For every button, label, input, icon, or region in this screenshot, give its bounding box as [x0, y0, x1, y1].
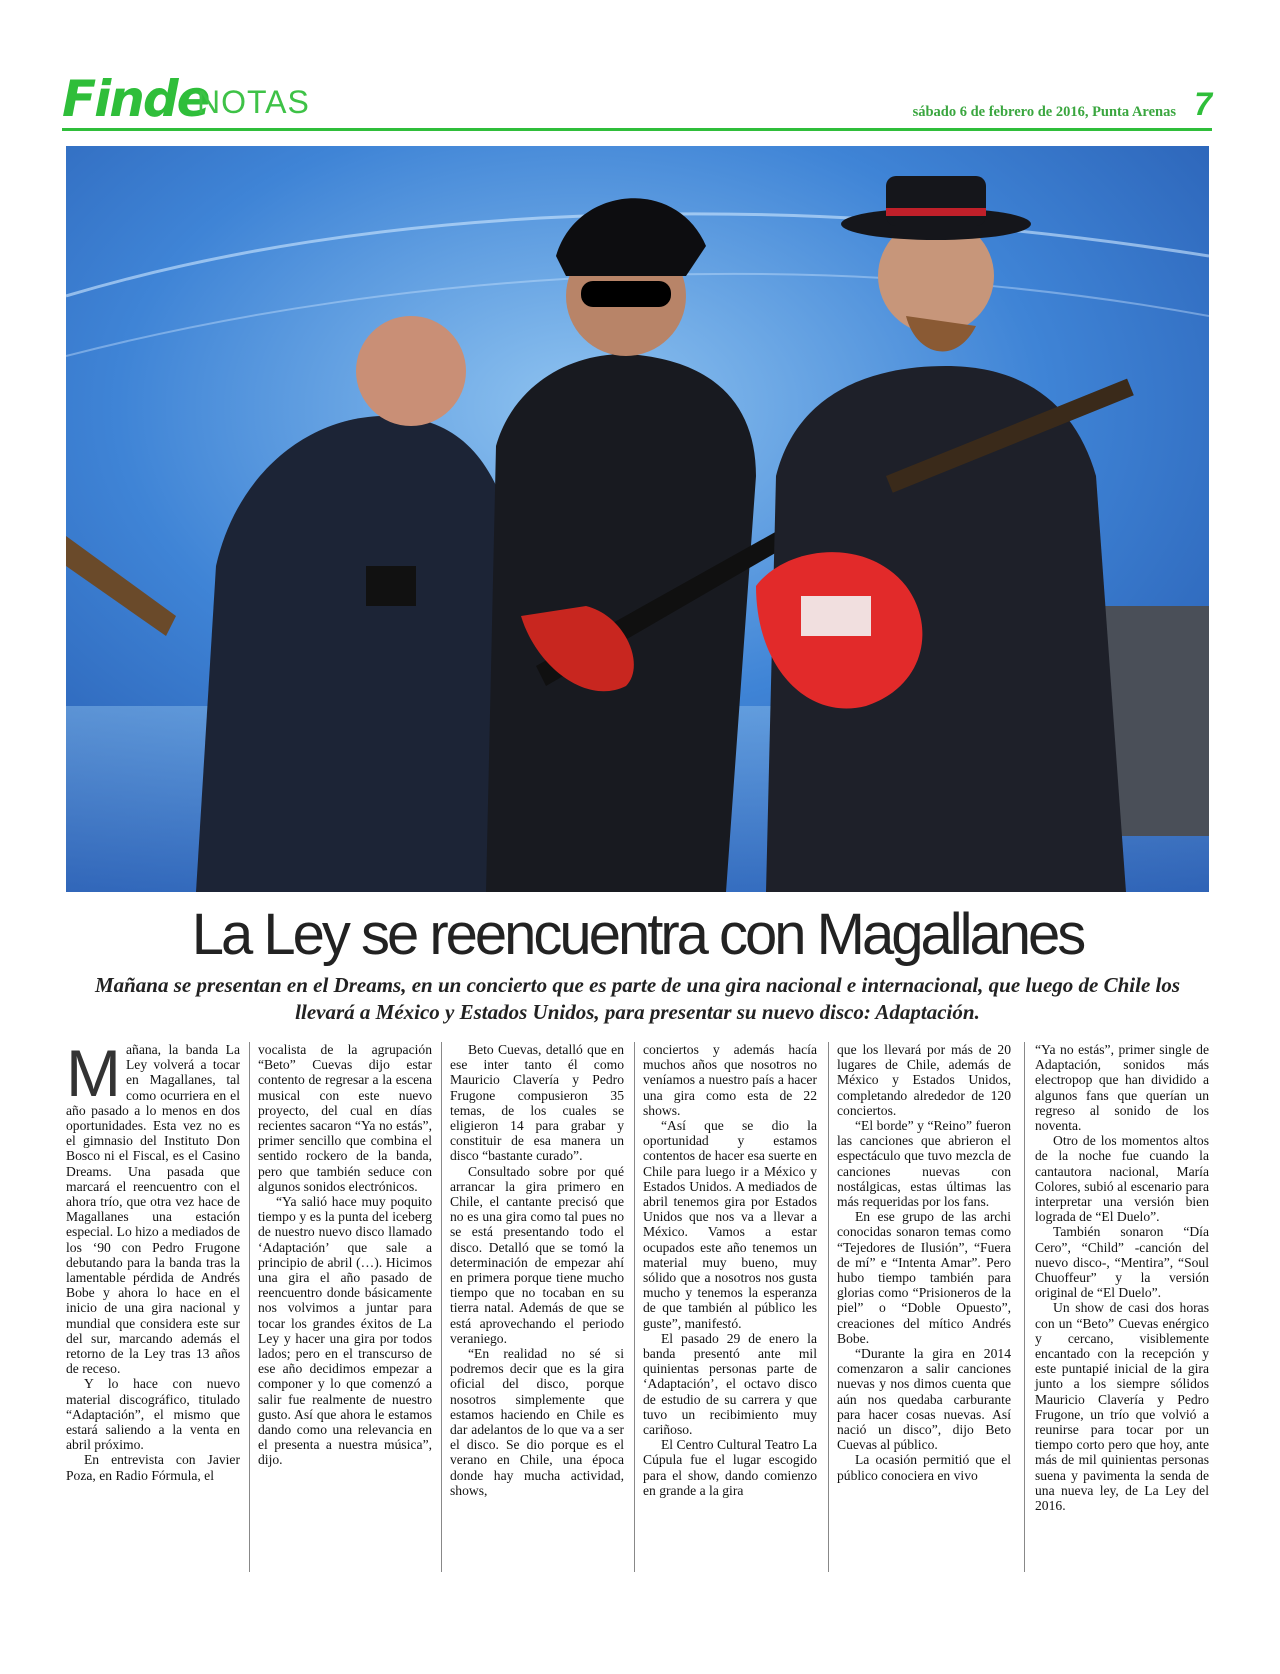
column-divider [249, 1042, 250, 1572]
deck: Mañana se presentan en el Dreams, en un concierto que es parte de una gira nacional e internacional, que luego de Chile los llevará a México y Estados Unidos, para presentar su nuevo disco: Adaptación. [94, 973, 1181, 1024]
paragraph: que los llevará por más de 20 lugares de Chile, además de México y Estados Unidos, completando alrededor de 120 conciertos. [837, 1042, 1011, 1118]
drop-cap: M [66, 1036, 121, 1110]
page-number: 7 [1194, 86, 1212, 122]
header-rule [62, 128, 1212, 131]
column-divider [634, 1042, 635, 1572]
article-column-5 [837, 1042, 1011, 1483]
brand-logo: Finde [62, 70, 209, 128]
paragraph: En ese grupo de las archi conocidas sonaron temas como “Tejedores de Ilusión”, “Fuera de mí” e “Intenta Amar”. Pero hubo tiempo también para glorias como “Prisioneros de la piel” o “Doble Opuesto”, creaciones del mítico Andrés Bobe. [837, 1209, 1011, 1346]
paragraph: Consultado sobre por qué arrancar la gira primero en Chile, el cantante precisó que no es una gira como tal pues no se está presentando todo el disco. Detalló que se tomó la determinación de empezar ahí en primera porque tiene mucho tiempo que no tocaban en su tierra natal. Además de que se está aprovechando el periodo veraniego. [450, 1163, 624, 1346]
paragraph: Beto Cuevas, detalló que en ese inter tanto él como Mauricio Clavería y Pedro Frugone compusieron 35 temas, de los cuales se eligieron 14 para grabar y constituir de esa manera un disco “bastante curado”. [450, 1042, 624, 1164]
article-column-4 [643, 1042, 817, 1498]
concert-photo-illustration [66, 146, 1209, 892]
paragraph: “Así que se dio la oportunidad y estamos contentos de hacer esa suerte en Chile para luego ir a México y Estados Unidos. A mediados de abril tenemos gira por Estados Unidos que nos va a llevar a México. Vamos a estar ocupados este año tenemos un material muy bueno, muy sólido que a nosotros nos gusta mucho y tenemos la esperanza de que también al público les guste”, manifestó. [643, 1118, 817, 1331]
paragraph: “Durante la gira en 2014 comenzaron a salir canciones nuevas y nos dimos cuenta que aún nos quedaba carburante para hacer cosas nuevas. Así nació un disco”, dijo Beto Cuevas al público. [837, 1346, 1011, 1453]
paragraph: En entrevista con Javier Poza, en Radio Fórmula, el [66, 1452, 240, 1483]
paragraph: Y lo hace con nuevo material discográfico, titulado “Adaptación”, el mismo que estará saliendo a la venta en abril próximo. [66, 1376, 240, 1453]
paragraph: vocalista de la agrupación “Beto” Cuevas dijo estar contento de regresar a la escena musical con este nuevo proyecto, del cual en días recientes sacaron “Ya no estás”, primer sencillo que combina el sentido rockero de la banda, pero que también seduce con algunos sonidos electrónicos. [258, 1042, 432, 1194]
article-column-3 [450, 1042, 624, 1498]
lead-paragraph [66, 1036, 240, 1377]
page-header [62, 70, 1212, 128]
column-divider [828, 1042, 829, 1572]
section-label: NOTAS [197, 84, 310, 120]
dateline: sábado 6 de febrero de 2016, Punta Arenas [912, 104, 1176, 120]
paragraph: El pasado 29 de enero la banda presentó ante mil quinientas personas parte de ‘Adaptación’, el octavo disco de estudio de su carrera y que tuvo un recibimiento muy cariñoso. [643, 1330, 817, 1438]
headline: La Ley se reencuentra con Magallanes [191, 902, 1084, 967]
paragraph: “Ya salió hace muy poquito tiempo y es la punta del iceberg de nuestro nuevo disco llamado ‘Adaptación’ que sale a principio de abril (…). Hicimos una gira el año pasado de reencuentro donde básicamente nos volvimos a juntar para tocar los grandes éxitos de La Ley y hacer una gira por todos lados; pero en el transcurso de ese año decidimos empezar a componer y lo que comenzó a salir fue realmente de nuestro gusto. Así que ahora le estamos dando como una relevancia en el presenta a nuestra música”, dijo. [258, 1194, 432, 1468]
paragraph: Un show de casi dos horas con un “Beto” Cuevas enérgico y cercano, visiblemente encantado con la recepción y este puntapié inicial de la gira junto a los siempre sólidos Mauricio Clavería y Pedro Frugone, un trío que volvió a reunirse para tocar por un tiempo corto pero que hoy, ante más de mil quinientas personas suena y pavimenta la senda de una nueva ley, de La Ley del 2016. [1035, 1300, 1209, 1514]
paragraph: “En realidad no sé si podremos decir que es la gira oficial del disco, porque nosotros simplemente que estamos haciendo en Chile es dar adelantos de lo que va a ser el disco. Se dio porque es el verano en Chile, una época donde hay mucha actividad, shows, [450, 1346, 624, 1498]
article-column-2 [258, 1042, 432, 1468]
paragraph: La ocasión permitió que el público conociera en vivo [837, 1452, 1011, 1483]
paragraph-text: añana, la banda La Ley volverá a tocar en Magallanes, tal como ocurriera en el año pasado a lo menos en dos oportunidades. Esta vez no es el gimnasio del Instituto Don Bosco ni el Fiscal, es el Casino Dreams. Una pasada que marcará el reencuentro con el ahora trío, que otra vez hace de Magallanes una estación especial. Lo hizo a mediados de los ‘90 con Pedro Frugone debutando para la banda tras la lamentable pérdida de Andrés Bobe y ahora lo hace en el inicio de una gira nacional y mundial que considera este sur del sur, marcando además el retorno de la Ley tras 13 años de receso. [66, 1042, 240, 1377]
article-column-1 [66, 1036, 240, 1483]
paragraph: “El borde” y “Reino” fueron las canciones que abrieron el espectáculo que tuvo mezcla de canciones nuevas con nostálgicas, estas últimas las más requeridas por los fans. [837, 1118, 1011, 1210]
concert-photo [66, 146, 1209, 892]
paragraph: El Centro Cultural Teatro La Cúpula fue el lugar escogido para el show, dando comienzo en grande a la gira [643, 1437, 817, 1498]
paragraph: Otro de los momentos altos de la noche fue cuando la cantautora nacional, María Colores, subió al escenario para interpretar una versión bien lograda de “El Duelo”. [1035, 1133, 1209, 1225]
paragraph: “Ya no estás”, primer single de Adaptación, sonidos más electropop que han dividido a algunos fans que querían un regreso al sonido de los noventa. [1035, 1042, 1209, 1134]
column-divider [1024, 1042, 1025, 1572]
paragraph: También sonaron “Día Cero”, “Child” -canción del nuevo disco-, “Mentira”, “Soul Chuoffeur” y la versión original de “El Duelo”. [1035, 1224, 1209, 1301]
column-divider [441, 1042, 442, 1572]
article-column-6 [1035, 1042, 1209, 1513]
paragraph: conciertos y además hacía muchos años que nosotros no veníamos a nuestro país a hacer una gira como esta de 22 shows. [643, 1042, 817, 1118]
